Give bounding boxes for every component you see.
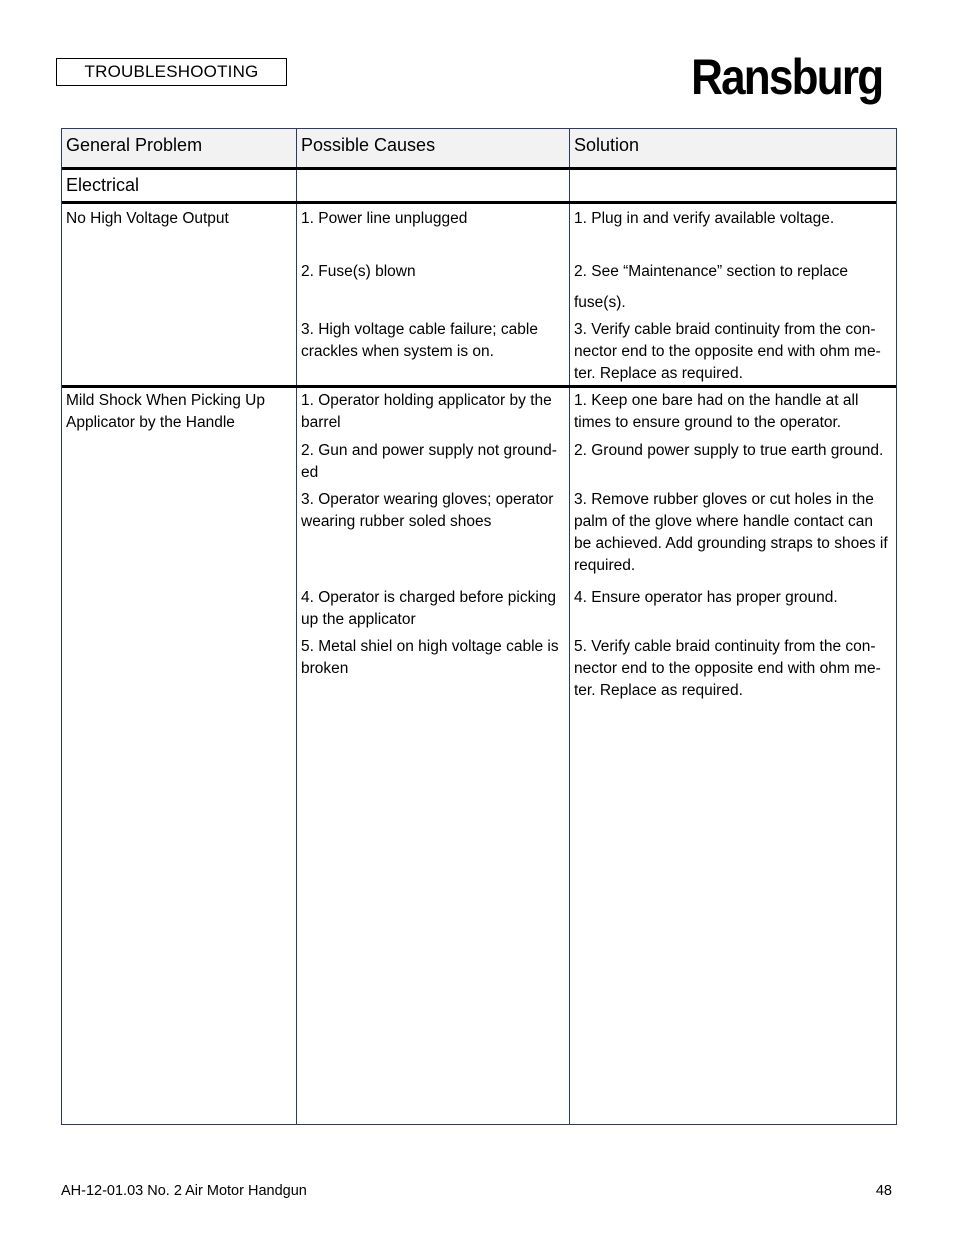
- column-header-possible-causes: Possible Causes: [301, 135, 436, 155]
- problem-label: Mild Shock When Picking Up Applicator by the Handle: [66, 392, 265, 431]
- solution-item: 5. Verify cable braid continuity from the con-nector end to the opposite end with ohm me-ter. Replace as required.: [574, 638, 881, 699]
- cause-item: 4. Operator is charged before picking up the applicator: [301, 589, 557, 628]
- problem-rule: [62, 385, 896, 388]
- cause-item: 3. Operator wearing gloves; operator wearing rubber soled shoes: [301, 491, 554, 530]
- column-divider: [296, 129, 297, 1124]
- solution-item: 2. See “Maintenance” section to replace: [574, 263, 848, 280]
- solution-item: 2. Ground power supply to true earth ground.: [574, 442, 884, 459]
- cause-item: 5. Metal shiel on high voltage cable is broken: [301, 638, 559, 677]
- solution-item: 1. Plug in and verify available voltage.: [574, 210, 835, 227]
- cause-item: 1. Operator holding applicator by the barrel: [301, 392, 552, 431]
- solution-item: 1. Keep one bare had on the handle at all times to ensure ground to the operator.: [574, 392, 859, 431]
- solution-item-continuation: fuse(s).: [574, 294, 626, 311]
- solution-item: 3. Remove rubber gloves or cut holes in the palm of the glove where handle contact can be achieved. Add grounding straps to shoes if required.: [574, 491, 888, 574]
- category-rule: [62, 201, 896, 204]
- column-header-solution: Solution: [574, 135, 640, 155]
- cause-item: 3. High voltage cable failure; cable crackles when system is on.: [301, 321, 538, 360]
- column-divider: [569, 129, 570, 1124]
- header-rule: [62, 167, 896, 170]
- solution-item: 3. Verify cable braid continuity from the con-nector end to the opposite end with ohm me-ter. Replace as required.: [574, 321, 881, 382]
- section-label: TROUBLESHOOTING: [56, 58, 287, 86]
- cause-item: 1. Power line unplugged: [301, 210, 468, 227]
- footer-doc-title: AH-12-01.03 No. 2 Air Motor Handgun: [61, 1183, 307, 1199]
- brand-logo: Ransburg: [690, 49, 882, 105]
- problem-label: No High Voltage Output: [66, 210, 229, 227]
- troubleshooting-table: [61, 128, 897, 1125]
- cause-item: 2. Fuse(s) blown: [301, 263, 416, 280]
- footer-page-number: 48: [875, 1183, 892, 1199]
- category-label: Electrical: [66, 175, 140, 195]
- column-header-general-problem: General Problem: [66, 135, 203, 155]
- cause-item: 2. Gun and power supply not ground-ed: [301, 442, 557, 481]
- solution-item: 4. Ensure operator has proper ground.: [574, 589, 838, 606]
